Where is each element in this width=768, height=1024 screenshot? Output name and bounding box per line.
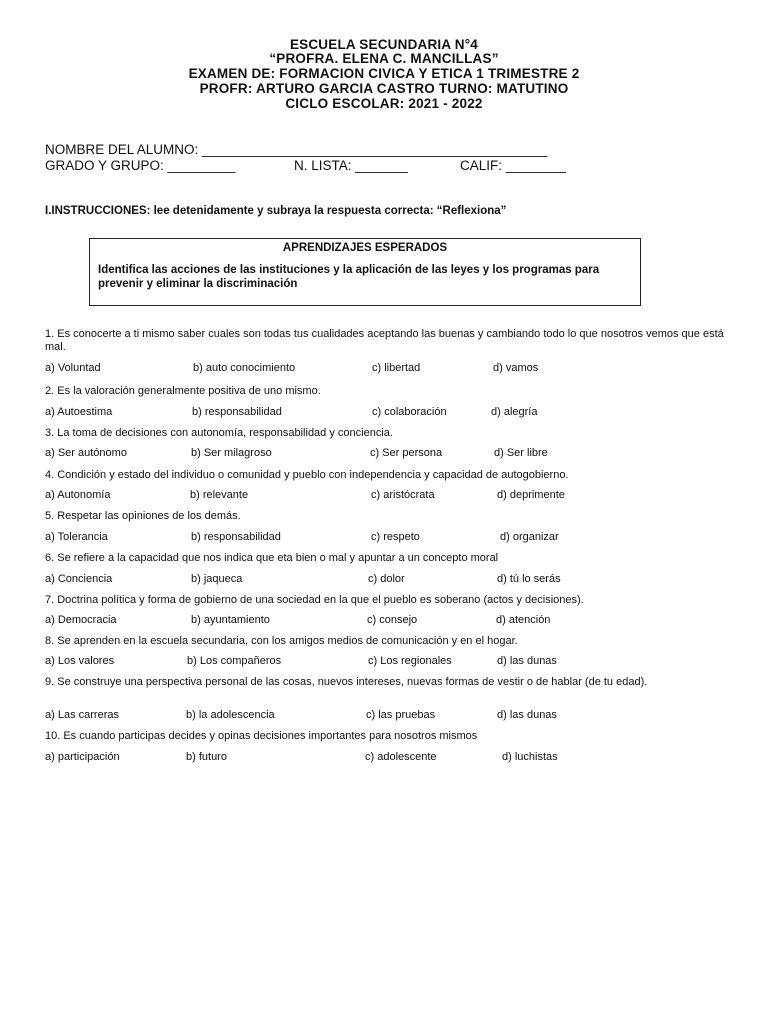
q2-option-b[interactable]: b) responsabilidad (192, 406, 282, 418)
q6-option-b[interactable]: b) jaqueca (191, 573, 243, 585)
q2-option-d[interactable]: d) alegría (491, 406, 538, 418)
q5-option-c[interactable]: c) respeto (371, 531, 420, 543)
q7-option-d[interactable]: d) atención (496, 614, 551, 626)
q9-option-d[interactable]: d) las dunas (497, 709, 557, 721)
q6-option-a[interactable]: a) Conciencia (45, 573, 113, 585)
q3-option-a[interactable]: a) Ser autónomo (45, 447, 127, 459)
q7-option-c[interactable]: c) consejo (367, 614, 418, 626)
q5-option-d[interactable]: d) organizar (500, 531, 559, 543)
school-year: CICLO ESCOLAR: 2021 - 2022 (285, 96, 483, 111)
q10-option-b[interactable]: b) futuro (186, 751, 227, 763)
q6-option-d[interactable]: d) tú lo serás (497, 573, 561, 585)
q4-option-a[interactable]: a) Autonomía (45, 489, 111, 501)
question-1: 1. Es conocerte a ti mismo saber cuales son todas tus cualidades aceptando las buenas y cambiando todo lo que nosotros vemos que está mal. (45, 328, 724, 353)
q1-option-c[interactable]: c) libertad (372, 362, 421, 374)
q4-option-c[interactable]: c) aristócrata (371, 489, 435, 501)
q6-option-c[interactable]: c) dolor (368, 573, 405, 585)
q2-option-a[interactable]: a) Autoestima (45, 406, 113, 418)
grade-group-field[interactable]: GRADO Y GRUPO: _________ (45, 158, 236, 173)
question-7: 7. Doctrina política y forma de gobierno de una sociedad en la que el pueblo es soberano (actos y decisiones). (45, 594, 584, 606)
q9-option-a[interactable]: a) Las carreras (45, 709, 119, 721)
instructions: I.INSTRUCCIONES: lee detenidamente y subraya la respuesta correcta: “Reflexiona” (45, 205, 507, 217)
learning-box (89, 238, 641, 306)
q9-option-c[interactable]: c) las pruebas (366, 709, 436, 721)
q2-option-c[interactable]: c) colaboración (372, 406, 447, 418)
q9-option-b[interactable]: b) la adolescencia (186, 709, 275, 721)
q7-option-b[interactable]: b) ayuntamiento (191, 614, 270, 626)
q10-option-a[interactable]: a) participación (45, 751, 120, 763)
q4-option-b[interactable]: b) relevante (190, 489, 249, 501)
q5-option-b[interactable]: b) responsabilidad (191, 531, 281, 543)
question-10: 10. Es cuando participas decides y opinas decisiones importantes para nosotros mismos (45, 730, 478, 742)
q3-option-b[interactable]: b) Ser milagroso (191, 447, 272, 459)
q1-option-b[interactable]: b) auto conocimiento (193, 362, 296, 374)
q3-option-d[interactable]: d) Ser libre (494, 447, 548, 459)
question-6: 6. Se refiere a la capacidad que nos indica que eta bien o mal y apuntar a un concepto moral (45, 552, 499, 564)
q3-option-c[interactable]: c) Ser persona (370, 447, 443, 459)
q7-option-a[interactable]: a) Democracia (45, 614, 117, 626)
learning-box-title: APRENDIZAJES ESPERADOS (282, 242, 448, 254)
q5-option-a[interactable]: a) Tolerancia (45, 531, 108, 543)
q8-option-c[interactable]: c) Los regionales (368, 655, 452, 667)
question-8: 8. Se aprenden en la escuela secundaria, con los amigos medios de comunicación y en el hogar. (45, 635, 518, 647)
q10-option-d[interactable]: d) luchistas (502, 751, 558, 763)
q8-option-d[interactable]: d) las dunas (497, 655, 557, 667)
q1-option-d[interactable]: d) vamos (493, 362, 539, 374)
teacher-name: “PROFRA. ELENA C. MANCILLAS” (269, 51, 499, 66)
learning-box-text: Identifica las acciones de las instituciones y la aplicación de las leyes y los programas para prevenir y eliminar la discriminación (98, 264, 600, 290)
q8-option-a[interactable]: a) Los valores (45, 655, 115, 667)
q4-option-d[interactable]: d) deprimente (497, 489, 565, 501)
question-3: 3. La toma de decisiones con autonomía, responsabilidad y conciencia. (45, 427, 393, 439)
list-number-field[interactable]: N. LISTA: _______ (294, 158, 408, 173)
question-9: 9. Se construye una perspectiva personal de las cosas, nuevos intereses, nuevas formas de vestir o de hablar (de tu edad). (45, 676, 648, 688)
q10-option-c[interactable]: c) adolescente (365, 751, 437, 763)
question-5: 5. Respetar las opiniones de los demás. (45, 510, 241, 522)
q1-option-a[interactable]: a) Voluntad (45, 362, 101, 374)
school-name: ESCUELA SECUNDARIA N°4 (289, 37, 479, 52)
question-4: 4. Condición y estado del individuo o comunidad y pueblo con independencia y capacidad de autogobierno. (45, 469, 569, 481)
q8-option-b[interactable]: b) Los compañeros (187, 655, 282, 667)
grade-field[interactable]: CALIF: ________ (460, 158, 566, 173)
professor-shift: PROFR: ARTURO GARCIA CASTRO TURNO: MATUTINO (199, 81, 569, 96)
student-name-field[interactable]: NOMBRE DEL ALUMNO: ______________________________________________ (45, 142, 548, 157)
exam-title: EXAMEN DE: FORMACION CIVICA Y ETICA 1 TRIMESTRE 2 (188, 66, 580, 81)
question-2: 2. Es la valoración generalmente positiva de uno mismo. (45, 385, 321, 397)
